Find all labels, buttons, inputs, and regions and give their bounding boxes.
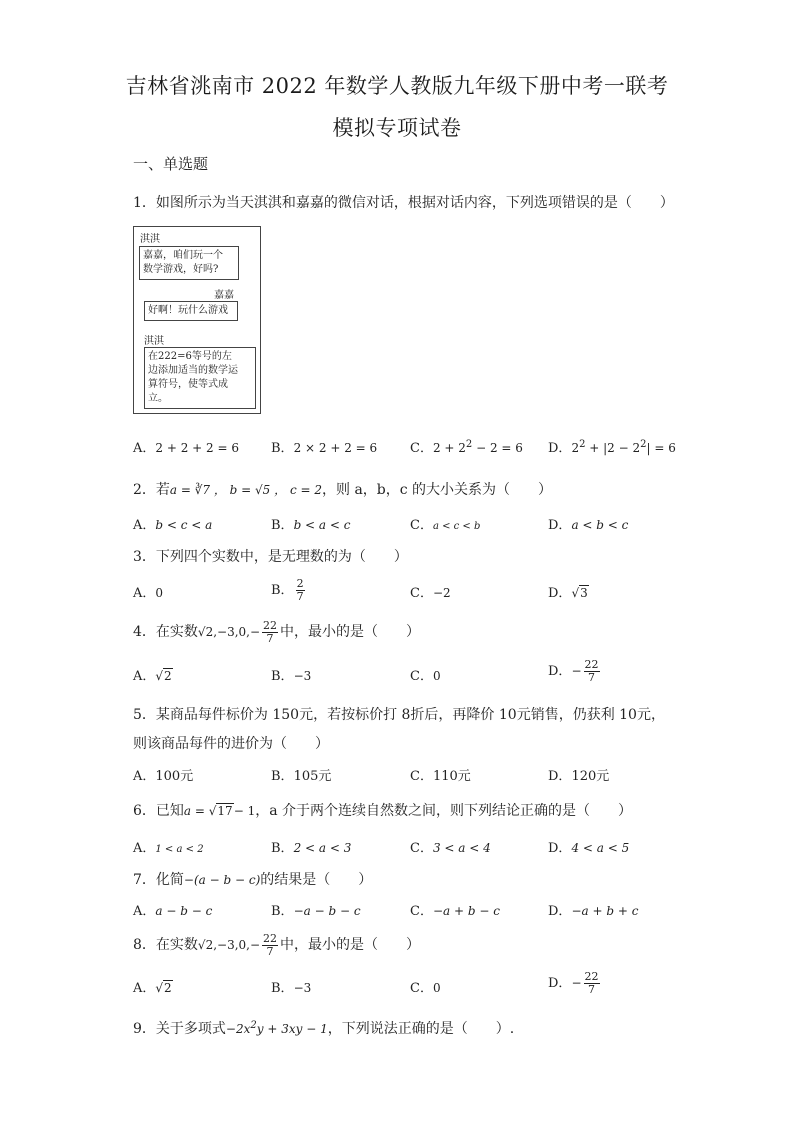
q4-a-radicand: 2 xyxy=(164,669,172,683)
q6-c-text: 3 < a < 4 xyxy=(432,841,491,855)
q7-a-label: A． xyxy=(133,904,156,919)
q7-stem-post: 的结果是（ ） xyxy=(260,872,373,888)
q3-d-math: √3 xyxy=(571,586,588,600)
question-8-options xyxy=(133,971,693,1001)
q8-stem-numerator: 22 xyxy=(263,932,278,945)
q1-d-tail: | = 6 xyxy=(646,441,676,455)
q8-d-denominator: 7 xyxy=(588,983,595,996)
wechat-dialog-figure xyxy=(133,226,261,414)
q2-option-d xyxy=(548,514,628,533)
q1-d-sup: 2 xyxy=(579,439,586,450)
section-heading: 一、单选题 xyxy=(133,155,209,173)
q3-option-c xyxy=(410,582,451,601)
q8-stem-denominator: 7 xyxy=(266,945,274,958)
q5-d-label: D． xyxy=(548,769,572,784)
question-9-stem xyxy=(133,1018,514,1038)
q4-b-label: B． xyxy=(271,669,294,684)
q4-option-b xyxy=(271,665,311,684)
q2-stem-math: a = ∛7 ， b = √5 ， c = 2 xyxy=(169,483,322,497)
question-5-options xyxy=(133,765,693,787)
question-7-stem xyxy=(133,869,372,889)
q1-c-text: 2 + 2 xyxy=(432,441,466,455)
q6-stem-math-a: a = xyxy=(183,804,205,818)
q2-b-text: b < a < c xyxy=(293,518,351,532)
chat-bubble-3-line1: 在222=6等号的左 xyxy=(148,351,232,362)
question-5-stem-line1: 5．某商品每件标价为 150元，若按标价打 8折后，再降价 10元销售，仍获利 10元， xyxy=(133,707,665,723)
question-5-stem-line2: 则该商品每件的进价为（ ） xyxy=(133,736,329,752)
q4-c-label: C． xyxy=(410,669,433,684)
q8-stem-fraction xyxy=(262,933,278,958)
chat-name-qiqi-2: 淇淇 xyxy=(144,336,164,347)
q7-b-label: B． xyxy=(271,904,294,919)
chat-bubble-1-line2: 数学游戏，好吗? xyxy=(143,264,219,275)
question-8-stem xyxy=(133,933,420,958)
q1-d-pre: 2 xyxy=(571,441,580,455)
q2-stem-pre: 2．若 xyxy=(133,482,170,498)
chat-bubble-3 xyxy=(144,347,256,409)
q2-option-a xyxy=(133,514,212,533)
q5-c-label: C． xyxy=(410,769,433,784)
q9-stem-post: ，下列说法正确的是（ ）. xyxy=(327,1021,515,1037)
q6-option-a xyxy=(133,837,204,856)
q1-option-b xyxy=(271,437,377,456)
q5-option-b xyxy=(271,765,331,784)
q4-a-label: A． xyxy=(133,669,156,684)
q1-c-label: C． xyxy=(410,441,433,456)
q8-stem-math: √2,−3,0,− $\frac{22}{7}$ xyxy=(197,932,278,958)
question-3-stem: 3．下列四个实数中，是无理数的为（ ） xyxy=(133,549,408,565)
q5-option-a xyxy=(133,765,193,784)
q2-b-label: B． xyxy=(271,518,294,533)
exam-title-line2: 模拟专项试卷 xyxy=(332,116,462,140)
q5-b-label: B． xyxy=(271,769,294,784)
q4-stem-numerator: 22 xyxy=(263,619,278,632)
q3-c-label: C． xyxy=(410,586,433,601)
q1-c-sup: 2 xyxy=(465,439,473,450)
q2-c-text: a < c < b xyxy=(432,521,481,532)
q1-b-text: 2 × 2 + 2 = 6 xyxy=(293,441,378,455)
q3-d-label: D． xyxy=(548,586,572,601)
q8-d-label: D． xyxy=(548,976,572,991)
exam-title-line1: 吉林省洮南市 2022 年数学人教版九年级下册中考一联考 xyxy=(125,74,669,98)
q4-a-math: √2 xyxy=(155,669,172,683)
q1-d-math xyxy=(571,441,675,455)
q2-d-text: a < b < c xyxy=(571,518,629,532)
question-6-stem xyxy=(133,800,632,820)
q7-option-b xyxy=(271,900,361,919)
q3-c-text: −2 xyxy=(432,586,451,600)
chat-bubble-3-line2: 边添加适当的数学运 xyxy=(148,365,238,376)
q2-c-label: C． xyxy=(410,518,433,533)
q4-d-sign: − xyxy=(571,664,582,678)
q2-option-c xyxy=(410,514,480,533)
q7-b-text: −a − b − c xyxy=(293,904,361,918)
q4-option-c xyxy=(410,665,441,684)
q8-a-math: √2 xyxy=(155,981,172,995)
q8-c-label: C． xyxy=(410,981,433,996)
q4-d-denominator: 7 xyxy=(588,671,595,684)
chat-bubble-2: 好啊！玩什么游戏 xyxy=(144,301,238,321)
q5-a-text: 100元 xyxy=(155,769,194,784)
q4-d-fraction xyxy=(584,659,600,684)
q4-b-text: −3 xyxy=(293,669,312,683)
q7-option-a xyxy=(133,900,212,919)
q6-option-d xyxy=(548,837,629,856)
q4-option-a xyxy=(133,665,173,684)
q4-d-label: D． xyxy=(548,664,572,679)
q8-a-radicand: 2 xyxy=(164,981,172,995)
q6-b-label: B． xyxy=(271,841,294,856)
q7-c-text: −a + b − c xyxy=(432,904,500,918)
q6-stem-radicand: 17 xyxy=(217,804,233,818)
q6-option-c xyxy=(410,837,491,856)
q8-c-text: 0 xyxy=(432,981,441,995)
chat-bubble-1-line1: 嘉嘉，咱们玩一个 xyxy=(143,250,223,261)
q5-option-d xyxy=(548,765,609,784)
q5-b-text: 105元 xyxy=(293,769,332,784)
q6-c-label: C． xyxy=(410,841,433,856)
q9-stem-sup: 2 xyxy=(250,1020,257,1031)
q4-c-text: 0 xyxy=(432,669,441,683)
q4-stem-pre: 4．在实数 xyxy=(133,624,198,640)
q7-a-text: a − b − c xyxy=(155,904,213,918)
q4-stem-math: √2,−3,0,− $\frac{22}{7}$ xyxy=(197,619,278,645)
chat-bubble-1 xyxy=(139,246,239,280)
chat-bubble-3-line4: 立。 xyxy=(148,393,168,404)
q7-d-text: −a + b + c xyxy=(571,904,639,918)
q1-c-tail: − 2 = 6 xyxy=(472,441,523,455)
q4-stem-denominator: 7 xyxy=(266,632,274,645)
q1-a-text: 2 + 2 + 2 = 6 xyxy=(155,441,239,455)
q3-b-denominator: 7 xyxy=(296,590,304,603)
question-1-options xyxy=(133,437,693,459)
q8-d-numerator: 22 xyxy=(584,970,599,983)
q6-b-text: 2 < a < 3 xyxy=(293,841,352,855)
q6-stem-math: a = √17− 1 xyxy=(183,804,256,818)
q4-option-d xyxy=(548,659,602,684)
chat-name-jiajia: 嘉嘉 xyxy=(214,290,234,301)
q1-option-a xyxy=(133,437,239,456)
q6-option-b xyxy=(271,837,351,856)
q4-d-numerator: 22 xyxy=(584,658,599,671)
question-6-options xyxy=(133,837,693,859)
q7-option-c xyxy=(410,900,500,919)
q7-stem-math: −(a − b − c) xyxy=(183,873,261,887)
q8-b-label: B． xyxy=(271,981,294,996)
q8-d-sign: − xyxy=(571,976,582,990)
question-4-options xyxy=(133,659,693,689)
chat-name-qiqi: 淇淇 xyxy=(140,234,160,245)
q6-a-text: 1 < a < 2 xyxy=(155,844,204,855)
q6-d-text: 4 < a < 5 xyxy=(571,841,630,855)
q3-option-d xyxy=(548,582,589,601)
q9-stem-math-1: −2x xyxy=(225,1022,251,1036)
q3-d-radicand: 3 xyxy=(580,586,588,600)
q7-c-label: C． xyxy=(410,904,433,919)
q6-a-label: A． xyxy=(133,841,156,856)
q1-c-math xyxy=(433,441,523,455)
q3-option-a xyxy=(133,582,163,601)
q8-stem-post: 中，最小的是（ ） xyxy=(280,937,421,953)
q2-stem-post: ，则 a，b，c 的大小关系为（ ） xyxy=(322,482,553,498)
q9-stem-math-2: y + 3xy − 1 xyxy=(256,1022,328,1036)
question-4-stem xyxy=(133,620,420,645)
q8-option-d xyxy=(548,971,602,996)
q2-a-label: A． xyxy=(133,518,156,533)
q2-option-b xyxy=(271,514,351,533)
q6-d-label: D． xyxy=(548,841,572,856)
q1-b-label: B． xyxy=(271,441,294,456)
q4-stem-list: 2,−3,0,− xyxy=(205,625,261,639)
question-7-options xyxy=(133,900,693,922)
q8-option-b xyxy=(271,977,311,996)
q3-a-label: A． xyxy=(133,586,156,601)
q1-d-sup2: 2 xyxy=(640,439,647,450)
question-2-options xyxy=(133,514,693,536)
q7-option-d xyxy=(548,900,638,919)
q1-option-c xyxy=(410,437,523,456)
q8-d-fraction xyxy=(584,971,600,996)
question-1-stem: 1．如图所示为当天淇淇和嘉嘉的微信对话，根据对话内容，下列选项错误的是（ ） xyxy=(133,195,674,211)
q3-b-label: B． xyxy=(271,583,294,598)
q6-stem-post: ，a 介于两个连续自然数之间，则下列结论正确的是（ ） xyxy=(255,803,633,819)
q8-stem-pre: 8．在实数 xyxy=(133,937,198,953)
q3-option-b xyxy=(271,578,307,603)
q5-c-text: 110元 xyxy=(432,769,471,784)
q1-a-label: A． xyxy=(133,441,156,456)
q4-stem-fraction xyxy=(262,620,278,645)
q3-a-text: 0 xyxy=(155,586,164,600)
q7-d-label: D． xyxy=(548,904,572,919)
q2-a-text: b < c < a xyxy=(155,518,213,532)
chat-bubble-3-line3: 算符号，使等式成 xyxy=(148,379,228,390)
question-3-options xyxy=(133,578,693,608)
q1-option-d xyxy=(548,437,676,456)
q8-stem-list: 2,−3,0,− xyxy=(205,938,261,952)
q5-option-c xyxy=(410,765,471,784)
q8-b-text: −3 xyxy=(293,981,312,995)
q6-stem-pre: 6．已知 xyxy=(133,803,184,819)
q2-d-label: D． xyxy=(548,518,572,533)
q8-option-c xyxy=(410,977,441,996)
q3-b-fraction xyxy=(296,578,305,603)
q1-d-label: D． xyxy=(548,441,572,456)
q7-stem-pre: 7．化简 xyxy=(133,872,184,888)
q9-stem-pre: 9．关于多项式 xyxy=(133,1021,226,1037)
q8-option-a xyxy=(133,977,173,996)
q1-d-mid: + |2 − 2 xyxy=(585,441,641,455)
question-2-stem xyxy=(133,479,552,499)
q3-b-numerator: 2 xyxy=(296,577,304,590)
q4-stem-post: 中，最小的是（ ） xyxy=(280,624,421,640)
q9-stem-math xyxy=(226,1022,328,1036)
q5-a-label: A． xyxy=(133,769,156,784)
q6-stem-math-b: − 1 xyxy=(233,804,256,818)
q8-a-label: A． xyxy=(133,981,156,996)
q5-d-text: 120元 xyxy=(571,769,610,784)
